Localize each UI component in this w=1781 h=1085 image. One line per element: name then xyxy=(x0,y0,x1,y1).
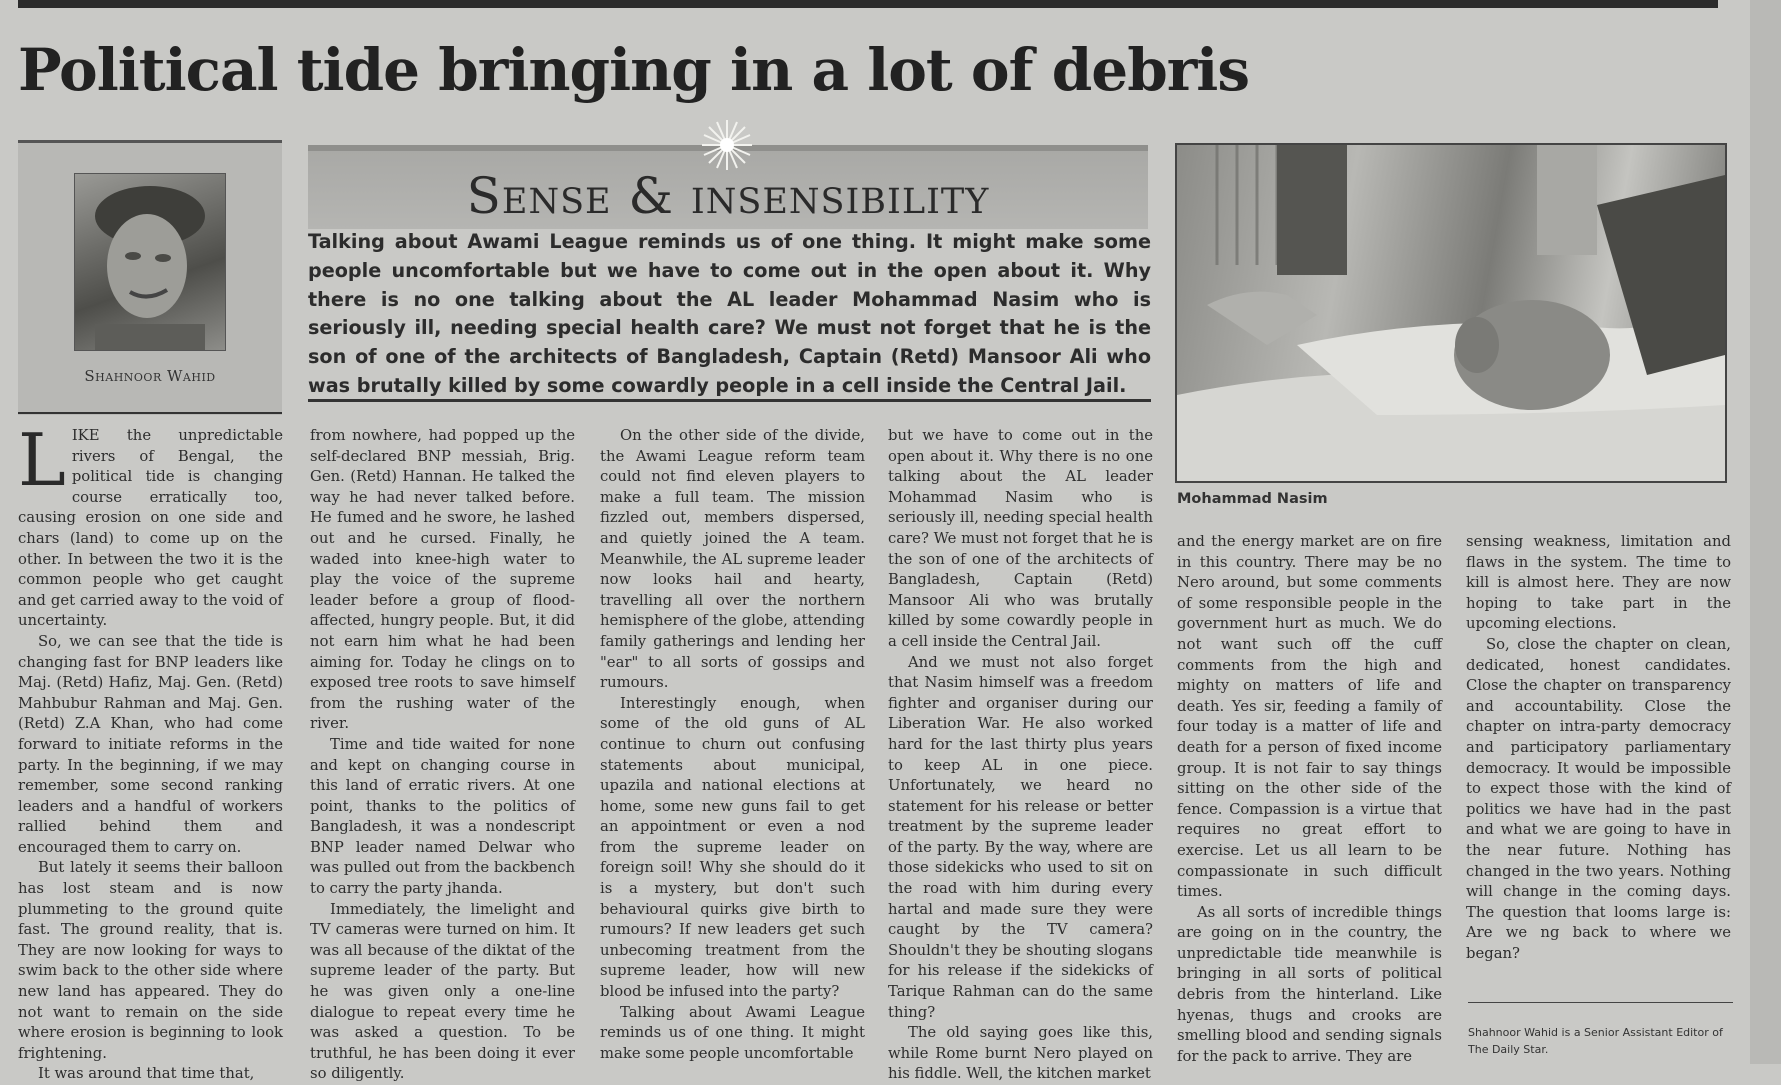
paragraph: Time and tide waited for none and kept on changing course in this land of erratic rivers. At one point, thanks to the politics of Bangladesh, it was a nondescript BNP leader named Delwar who was pulled out from the backbench to carry the party jhanda. xyxy=(310,735,575,898)
paragraph: Immediately, the limelight and TV cameras were turned on him. It was all because of the diktat of the supreme leader of the party. But he was given only a one-line dialogue to repeat every time he was asked a question. To be truthful, he has been doing it ever so diligently. xyxy=(310,900,575,1083)
body-column-3 xyxy=(600,426,865,1066)
paragraph: Interestingly enough, when some of the old guns of AL continue to churn out confusing statements about municipal, upazila and national elections at home, some new guns fail to get an appointment or even a nod from the supreme leader on foreign soil! Why she should do it is a mystery, but don't such behavioural quirks give birth to rumours? If new leaders get such unbecoming treatment from the supreme leader, how will new blood be infused into the party? xyxy=(600,694,865,1001)
body-column-4 xyxy=(888,426,1153,1083)
top-rule xyxy=(18,0,1718,8)
starburst-icon xyxy=(700,118,754,172)
photo-caption: Mohammad Nasim xyxy=(1177,491,1328,507)
paragraph: and the energy market are on fire in this country. There may be no Nero around, but some comments of some responsible people in the government hurt as much. We do not want such off the cuff comments from the high and mighty on matters of life and death. Yes sir, feeding a family of four today is a matter of life and death for a person of fixed income group. It is not fair to say things sitting on the other side of the fence. Compassion is a virtue that requires no great effort to exercise. Let us all learn to be compassionate in such difficult times. xyxy=(1177,533,1442,901)
headline: Political tide bringing in a lot of debris xyxy=(18,36,1249,104)
paragraph: Talking about Awami League reminds us of one thing. It might make some people uncomfortable xyxy=(600,1003,865,1062)
paragraph: So, close the chapter on clean, dedicated, honest candidates. Close the chapter on transparency and accountability. Close the chapter on intra-party democracy and participatory parliamentary democracy. It would be impossible to expect those with the kind of politics we have had in the past and what we are going to have in the near future. Nothing has changed in the two years. Nothing will change in the coming days. The question that looms large is: Are we ng back to where we began? xyxy=(1466,635,1731,962)
paragraph: but we have to come out in the open about it. Why there is no one talking about the AL leader Mohammad Nasim who is seriously ill, needing special health care? We must not forget that he is the son of one of the architects of Bangladesh, Captain (Retd) Mansoor Ali who was brutally killed by some cowardly people in a cell inside the Central Jail. xyxy=(888,427,1153,650)
paragraph: The old saying goes like this, while Rome burnt Nero played on his fiddle. Well, the kitchen market xyxy=(888,1024,1153,1083)
lead-divider xyxy=(308,399,1151,402)
paragraph: As all sorts of incredible things are going on in the country, the unpredictable tide meanwhile is bringing in all sorts of political debris from the hinterland. Like hyenas, thugs and crooks are smelling blood and sending signals for the pack to arrive. They are xyxy=(1177,903,1442,1065)
author-divider xyxy=(18,412,282,414)
body-column-1 xyxy=(18,418,283,1083)
bio-divider xyxy=(1468,1002,1733,1003)
paragraph: It was around that time that, xyxy=(38,1065,255,1083)
author-box xyxy=(18,140,282,415)
column-title: Sense & insensibility xyxy=(466,167,990,225)
author-name: Shahnoor Wahid xyxy=(84,367,216,385)
paragraph: On the other side of the divide, the Awami League reform team could not find eleven players to make a full team. The mission fizzled out, members dispersed, and quietly joined the A team. Meanwhile, the AL supreme leader now looks hail and hearty, travelling all over the northern hemisphere of the globe, attending family gatherings and lending her "ear" to all sorts of gossips and rumours. xyxy=(600,427,865,692)
paragraph: LIKE the unpredictable rivers of Bengal, the political tide is changing course erratically too, causing erosion on one side and chars (land) to come up on the other. In between the two it is the common people who get caught and get carried away to the void of uncertainty. xyxy=(18,418,283,630)
paragraph: from nowhere, had popped up the self-declared BNP messiah, Brig. Gen. (Retd) Hannan. He talked the way he had never talked before. He fumed and he swore, he lashed out and he cursed. Finally, he waded into knee-high water to play the voice of the supreme leader before a group of flood-affected, hungry people. But, it did not earn him what he had been aiming for. Today he clings on to exposed tree roots to save himself from the rushing water of the river. xyxy=(310,427,575,733)
paragraph: And we must not also forget that Nasim himself was a freedom fighter and organiser during our Liberation War. He also worked hard for the last thirty plus years to keep AL in one piece. Unfortunately, we heard no statement for his release or better treatment by the supreme leader of the party. By the way, where are those sidekicks who used to sit on the road with him during every hartal and made sure they were caught by the TV camera? Shouldn't they be shouting slogans for his release if the sidekicks of Tarique Rahman can do the same thing? xyxy=(888,653,1153,1021)
body-column-6 xyxy=(1466,532,1731,992)
lead-paragraph: Talking about Awami League reminds us of one thing. It might make some people uncomfortable but we have to come out in the open about it. Why there is no one talking about the AL leader Mohammad Nasim who is seriously ill, needing special health care? We must not forget that he is the son of one of the architects of Bangladesh, Captain (Retd) Mansoor Ali who was brutally killed by some cowardly people in a cell inside the Central Jail. xyxy=(308,230,1151,397)
paragraph: But lately it seems their balloon has lost steam and is now plummeting to the ground quite fast. The ground reality, that is. They are now looking for ways to swim back to the other side where new land has appeared. They do not want to remain on the side where erosion is beginning to look frightening. xyxy=(18,859,283,1062)
paragraph: sensing weakness, limitation and flaws in the system. The time to kill is almost here. They are now hoping to take part in the upcoming elections. xyxy=(1466,533,1731,633)
news-photo xyxy=(1175,143,1727,483)
author-photo xyxy=(74,173,226,351)
drop-cap: L xyxy=(18,418,66,502)
body-column-2 xyxy=(310,426,575,1083)
body-column-5 xyxy=(1177,532,1442,1066)
author-bio: Shahnoor Wahid is a Senior Assistant Editor of The Daily Star. xyxy=(1468,1026,1723,1056)
paragraph: So, we can see that the tide is changing fast for BNP leaders like Maj. (Retd) Hafiz, Maj. Gen. (Retd) Mahbubur Rahman and Maj. Gen. (Retd) Z.A Khan, who had come forward to initiate reforms in the party. In the beginning, if we may remember, some second ranking leaders and a handful of workers rallied behind them and encouraged them to carry on. xyxy=(18,632,283,856)
page-edge xyxy=(1750,0,1781,1064)
